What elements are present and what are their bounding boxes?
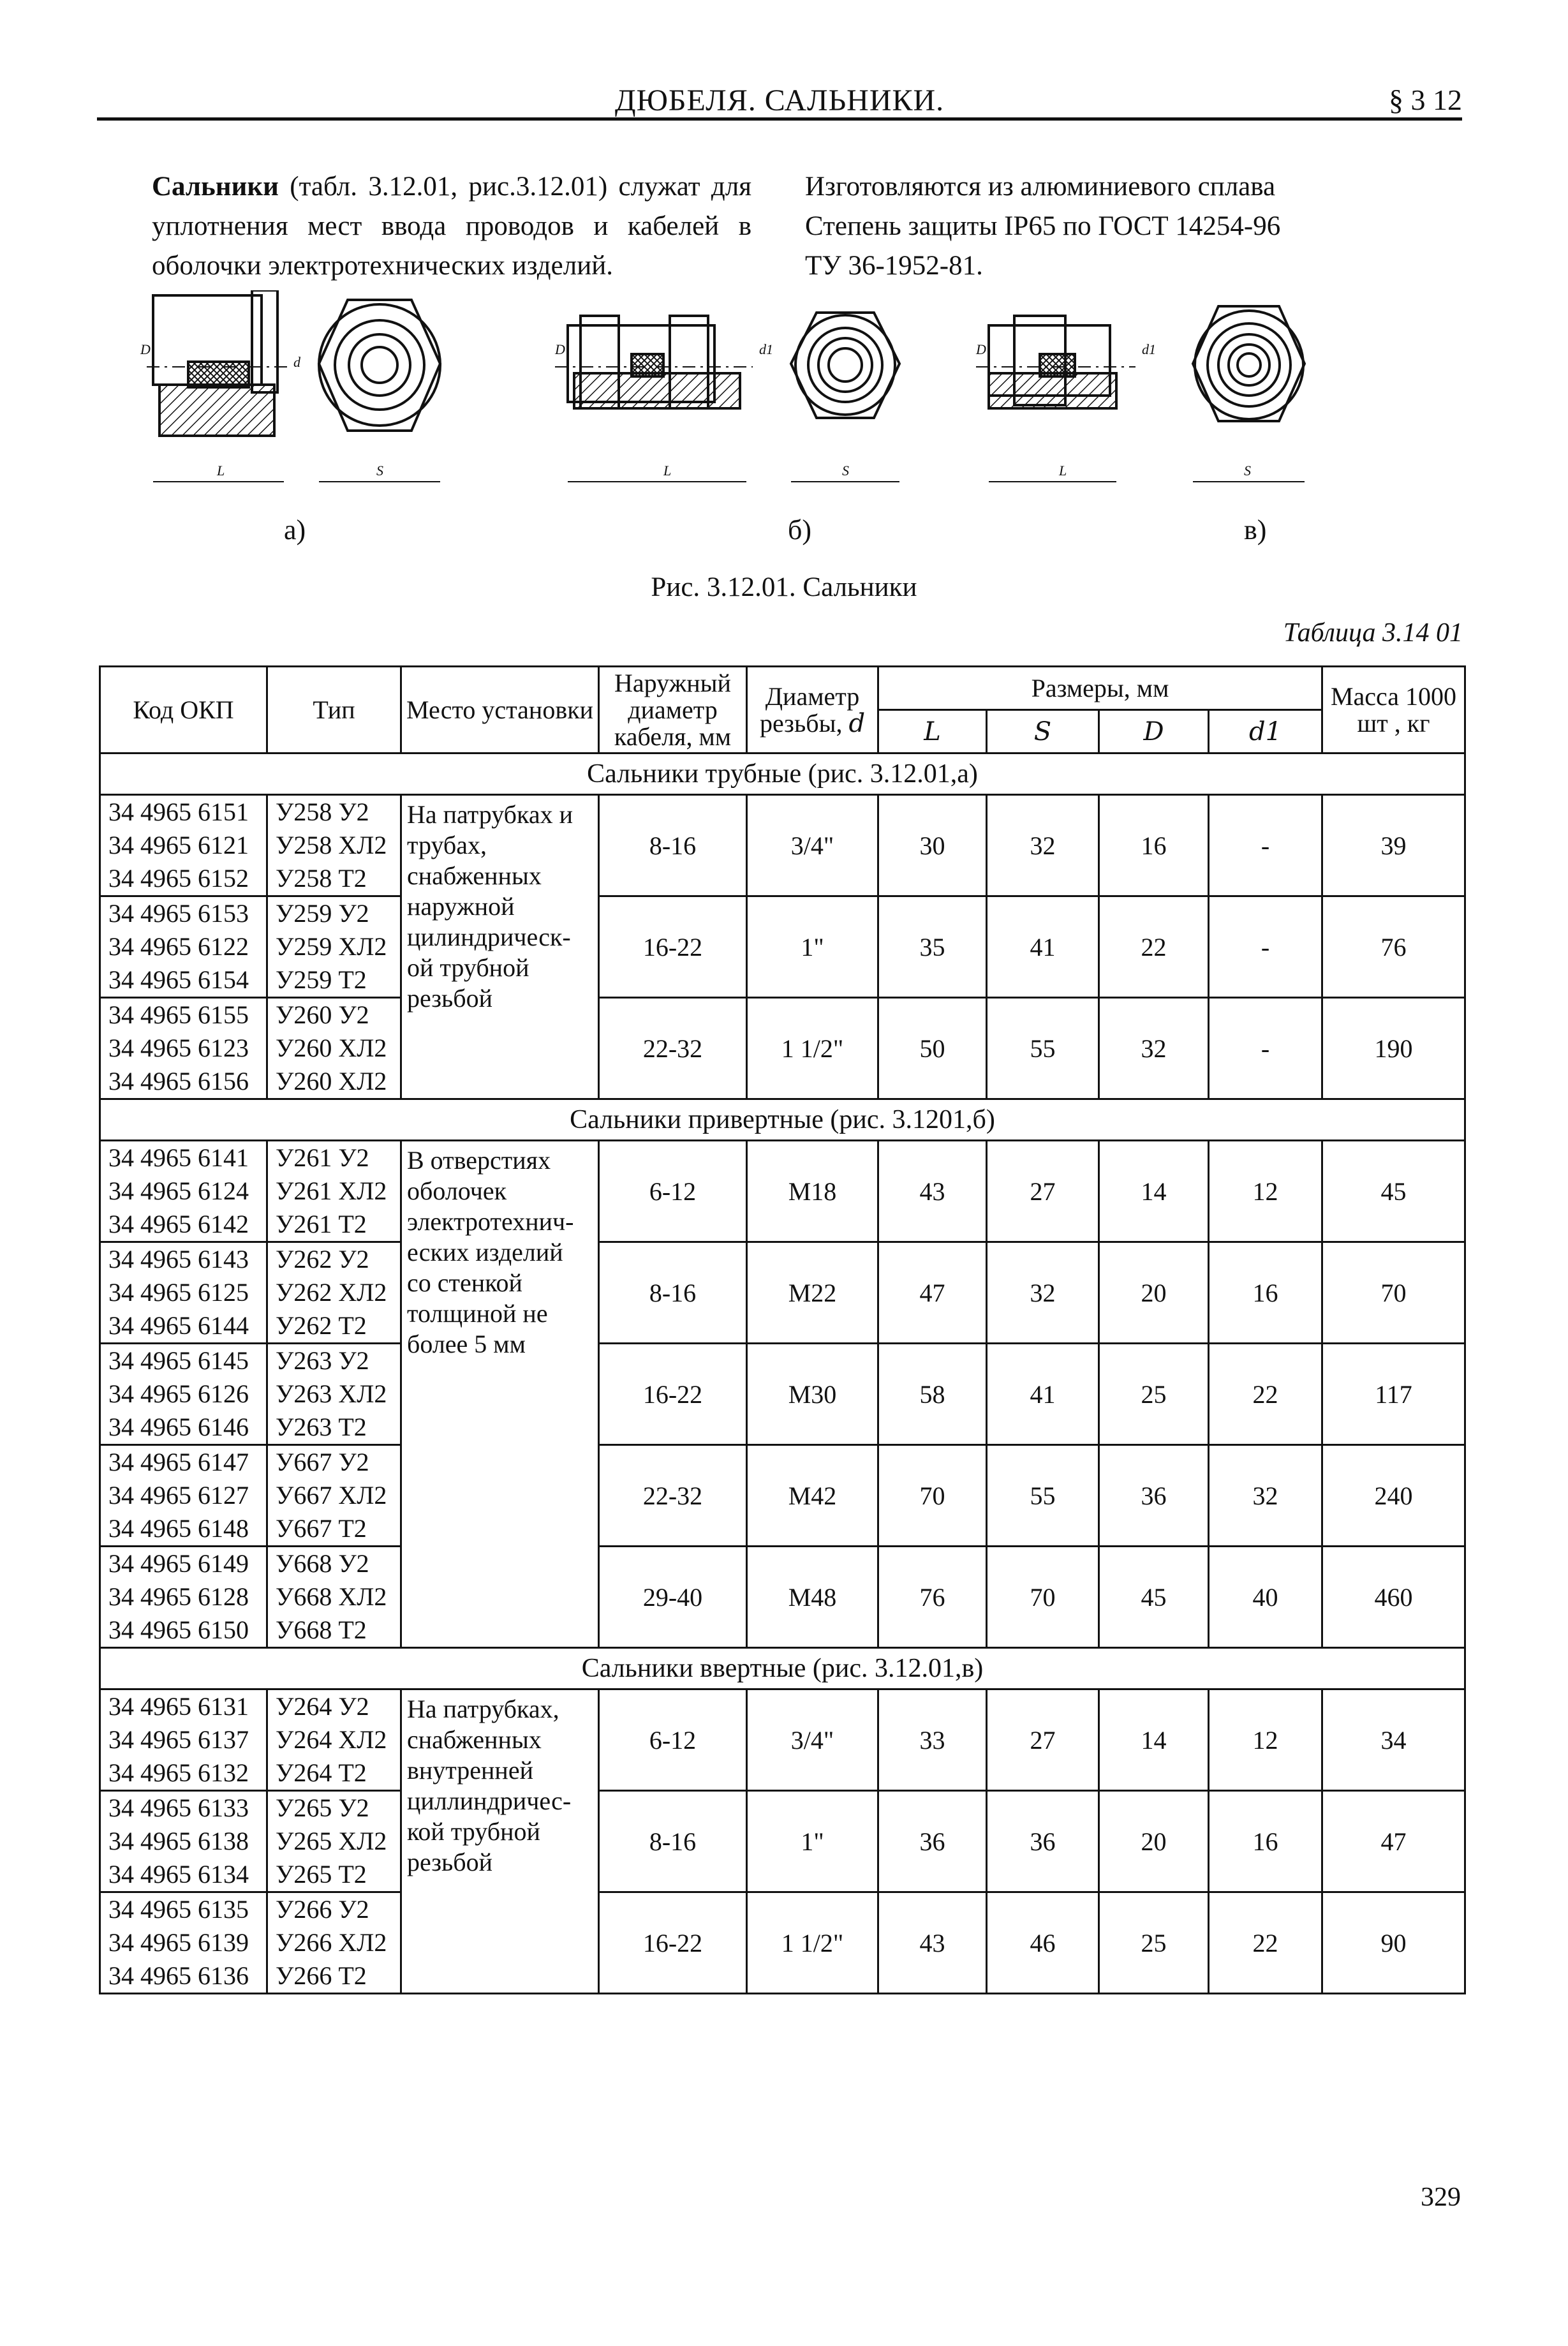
L-cell: 30 (878, 795, 987, 896)
L-cell: 47 (878, 1242, 987, 1344)
header-thread-symbol: d (848, 708, 866, 738)
figure-label-b: б) (788, 514, 812, 546)
dim-label-D: D (140, 341, 151, 357)
dim-label-S: S (376, 463, 383, 479)
S-cell: 32 (987, 795, 1099, 896)
S-cell: 46 (987, 1892, 1099, 1994)
section-title: Сальники трубные (рис. 3.12.01,а) (100, 754, 1465, 795)
L-cell: 43 (878, 1141, 987, 1242)
type-cell: У261 У2 У261 ХЛ2 У261 Т2 (267, 1141, 401, 1242)
cable-cell: 16-22 (599, 1344, 747, 1445)
dim-label-L: L (663, 463, 672, 479)
D-cell: 14 (1099, 1689, 1209, 1791)
d1-cell: 22 (1209, 1892, 1322, 1994)
L-cell: 50 (878, 998, 987, 1099)
table-row (100, 1445, 1465, 1547)
drawing-c-front (1193, 306, 1305, 482)
S-cell: 32 (987, 1242, 1099, 1344)
thread-cell: М42 (747, 1445, 878, 1547)
type-cell: У262 У2 У262 ХЛ2 У262 Т2 (267, 1242, 401, 1344)
S-cell: 41 (987, 896, 1099, 998)
okp-code-cell: 34 4965 6143 34 4965 6125 34 4965 6144 (100, 1242, 267, 1344)
L-cell: 76 (878, 1547, 987, 1648)
okp-code-cell: 34 4965 6133 34 4965 6138 34 4965 6134 (100, 1791, 267, 1892)
okp-code-cell: 34 4965 6145 34 4965 6126 34 4965 6146 (100, 1344, 267, 1445)
S-cell: 27 (987, 1689, 1099, 1791)
cable-cell: 8-16 (599, 1242, 747, 1344)
section-number: § 3 12 (1389, 84, 1462, 116)
L-cell: 43 (878, 1892, 987, 1994)
d1-cell: - (1209, 998, 1322, 1099)
header-mass: Масса 1000 шт , кг (1322, 667, 1465, 754)
d1-cell: 12 (1209, 1689, 1322, 1791)
section-title: Сальники привертные (рис. 3.1201,б) (100, 1099, 1465, 1141)
S-cell: 55 (987, 998, 1099, 1099)
section-header-row (100, 1099, 1465, 1141)
okp-code-cell: 34 4965 6151 34 4965 6121 34 4965 6152 (100, 795, 267, 896)
okp-code-cell: 34 4965 6149 34 4965 6128 34 4965 6150 (100, 1547, 267, 1648)
okp-code-cell: 34 4965 6153 34 4965 6122 34 4965 6154 (100, 896, 267, 998)
intro-body: (табл. 3.12.01, рис.3.12.01) служат для уплотнения мест ввода проводов и кабелей в оболочки электротехнических изделий. (152, 172, 751, 281)
type-cell: У264 У2 У264 ХЛ2 У264 Т2 (267, 1689, 401, 1791)
mass-cell: 45 (1322, 1141, 1465, 1242)
thread-cell: М18 (747, 1141, 878, 1242)
D-cell: 25 (1099, 1344, 1209, 1445)
thread-cell: 1 1/2" (747, 998, 878, 1099)
D-cell: 45 (1099, 1547, 1209, 1648)
cable-cell: 22-32 (599, 1445, 747, 1547)
mass-cell: 117 (1322, 1344, 1465, 1445)
okp-code-cell: 34 4965 6155 34 4965 6123 34 4965 6156 (100, 998, 267, 1099)
dim-label-S: S (1244, 463, 1251, 479)
mass-cell: 39 (1322, 795, 1465, 896)
mass-cell: 240 (1322, 1445, 1465, 1547)
type-cell: У259 У2 У259 ХЛ2 У259 Т2 (267, 896, 401, 998)
drawing-b-front (791, 313, 899, 482)
material-line: Изготовляются из алюминиевого сплава (805, 172, 1276, 202)
L-cell: 70 (878, 1445, 987, 1547)
header-cable-diameter: Наружный диаметр кабеля, мм (599, 667, 747, 754)
type-cell: У260 У2 У260 ХЛ2 У260 ХЛ2 (267, 998, 401, 1099)
dim-label-d: d (293, 354, 300, 370)
table-row (100, 1141, 1465, 1242)
drawing-a-front (319, 300, 440, 482)
place-cell: В отверстиях оболочек электротехнич-еских изделий со стенкой толщиной не более 5 мм (401, 1141, 599, 1648)
header-thread-text: Диаметр резьбы, (759, 681, 860, 738)
D-cell: 32 (1099, 998, 1209, 1099)
dim-label-D: D (976, 341, 986, 357)
figure-label-c: в) (1244, 514, 1267, 546)
D-cell: 20 (1099, 1242, 1209, 1344)
type-cell: У668 У2 У668 ХЛ2 У668 Т2 (267, 1547, 401, 1648)
cable-cell: 16-22 (599, 896, 747, 998)
table-row (100, 1892, 1465, 1994)
table-row (100, 896, 1465, 998)
page-header (97, 82, 1462, 121)
mass-cell: 47 (1322, 1791, 1465, 1892)
dim-label-d1: d1 (759, 341, 773, 357)
thread-cell: 1" (747, 1791, 878, 1892)
page-title: ДЮБЕЛЯ. САЛЬНИКИ. (614, 84, 945, 117)
mass-cell: 34 (1322, 1689, 1465, 1791)
S-cell: 36 (987, 1791, 1099, 1892)
dim-label-d1: d1 (1142, 341, 1156, 357)
place-cell: На патрубках, снабженных внутренней циллиндричес-кой трубной резьбой (401, 1689, 599, 1994)
protection-line: Степень защиты IP65 по ГОСТ 14254-96 (805, 211, 1281, 241)
table-row (100, 1344, 1465, 1445)
section-header-row (100, 754, 1465, 795)
d1-cell: 32 (1209, 1445, 1322, 1547)
d1-cell: - (1209, 795, 1322, 896)
L-cell: 36 (878, 1791, 987, 1892)
thread-cell: М48 (747, 1547, 878, 1648)
thread-cell: 3/4" (747, 1689, 878, 1791)
header-sizes: Размеры, мм (878, 667, 1322, 710)
glands-table (99, 665, 1466, 1994)
cable-cell: 8-16 (599, 1791, 747, 1892)
cable-cell: 8-16 (599, 795, 747, 896)
S-cell: 27 (987, 1141, 1099, 1242)
type-cell: У263 У2 У263 ХЛ2 У263 Т2 (267, 1344, 401, 1445)
drawing-b-side (555, 316, 753, 482)
dim-label-S: S (842, 463, 849, 479)
cable-cell: 16-22 (599, 1892, 747, 1994)
cable-cell: 6-12 (599, 1141, 747, 1242)
table-number: Таблица 3.14 01 (1283, 618, 1463, 648)
cable-cell: 29-40 (599, 1547, 747, 1648)
okp-code-cell: 34 4965 6131 34 4965 6137 34 4965 6132 (100, 1689, 267, 1791)
table-row (100, 1689, 1465, 1791)
page-number: 329 (1421, 2183, 1461, 2212)
header-D: D (1099, 710, 1209, 754)
section-title: Сальники ввертные (рис. 3.12.01,в) (100, 1648, 1465, 1689)
S-cell: 55 (987, 1445, 1099, 1547)
header-place: Место установки (401, 667, 599, 754)
table-row (100, 1791, 1465, 1892)
intro-text (152, 167, 751, 286)
header-S: S (987, 710, 1099, 754)
type-cell: У266 У2 У266 ХЛ2 У266 Т2 (267, 1892, 401, 1994)
table-row (100, 1242, 1465, 1344)
header-thread (747, 667, 878, 754)
D-cell: 16 (1099, 795, 1209, 896)
cable-cell: 22-32 (599, 998, 747, 1099)
header-code: Код ОКП (100, 667, 267, 754)
table-row (100, 795, 1465, 896)
dim-label-L: L (217, 463, 225, 479)
D-cell: 25 (1099, 1892, 1209, 1994)
D-cell: 36 (1099, 1445, 1209, 1547)
thread-cell: М30 (747, 1344, 878, 1445)
okp-code-cell: 34 4965 6135 34 4965 6139 34 4965 6136 (100, 1892, 267, 1994)
mass-cell: 70 (1322, 1242, 1465, 1344)
figure-label-a: а) (284, 514, 306, 546)
d1-cell: 16 (1209, 1791, 1322, 1892)
header-type: Тип (267, 667, 401, 754)
d1-cell: 40 (1209, 1547, 1322, 1648)
figure-caption: Рис. 3.12.01. Сальники (651, 572, 917, 602)
place-cell: На патрубках и трубах, снабженных наружной цилиндрическ-ой трубной резьбой (401, 795, 599, 1099)
D-cell: 22 (1099, 896, 1209, 998)
d1-cell: - (1209, 896, 1322, 998)
gland-drawings (121, 290, 1461, 507)
type-cell: У265 У2 У265 ХЛ2 У265 Т2 (267, 1791, 401, 1892)
type-cell: У667 У2 У667 ХЛ2 У667 Т2 (267, 1445, 401, 1547)
D-cell: 20 (1099, 1791, 1209, 1892)
mass-cell: 460 (1322, 1547, 1465, 1648)
type-cell: У258 У2 У258 ХЛ2 У258 Т2 (267, 795, 401, 896)
spec-line: ТУ 36-1952-81. (805, 251, 983, 281)
header-d1: d1 (1209, 710, 1322, 754)
mass-cell: 76 (1322, 896, 1465, 998)
cable-cell: 6-12 (599, 1689, 747, 1791)
intro-lead: Сальники (152, 172, 279, 202)
d1-cell: 22 (1209, 1344, 1322, 1445)
drawing-c-side (976, 316, 1135, 482)
d1-cell: 16 (1209, 1242, 1322, 1344)
L-cell: 33 (878, 1689, 987, 1791)
thread-cell: 3/4" (747, 795, 878, 896)
d1-cell: 12 (1209, 1141, 1322, 1242)
S-cell: 70 (987, 1547, 1099, 1648)
dim-label-D: D (555, 341, 565, 357)
mass-cell: 90 (1322, 1892, 1465, 1994)
okp-code-cell: 34 4965 6147 34 4965 6127 34 4965 6148 (100, 1445, 267, 1547)
thread-cell: 1 1/2" (747, 1892, 878, 1994)
okp-code-cell: 34 4965 6141 34 4965 6124 34 4965 6142 (100, 1141, 267, 1242)
header-L: L (878, 710, 987, 754)
table-row (100, 998, 1465, 1099)
L-cell: 35 (878, 896, 987, 998)
table-row (100, 1547, 1465, 1648)
L-cell: 58 (878, 1344, 987, 1445)
thread-cell: М22 (747, 1242, 878, 1344)
section-header-row (100, 1648, 1465, 1689)
drawing-a-side (147, 290, 287, 482)
dim-label-L: L (1059, 463, 1067, 479)
mass-cell: 190 (1322, 998, 1465, 1099)
thread-cell: 1" (747, 896, 878, 998)
D-cell: 14 (1099, 1141, 1209, 1242)
S-cell: 41 (987, 1344, 1099, 1445)
material-text (805, 167, 1475, 286)
